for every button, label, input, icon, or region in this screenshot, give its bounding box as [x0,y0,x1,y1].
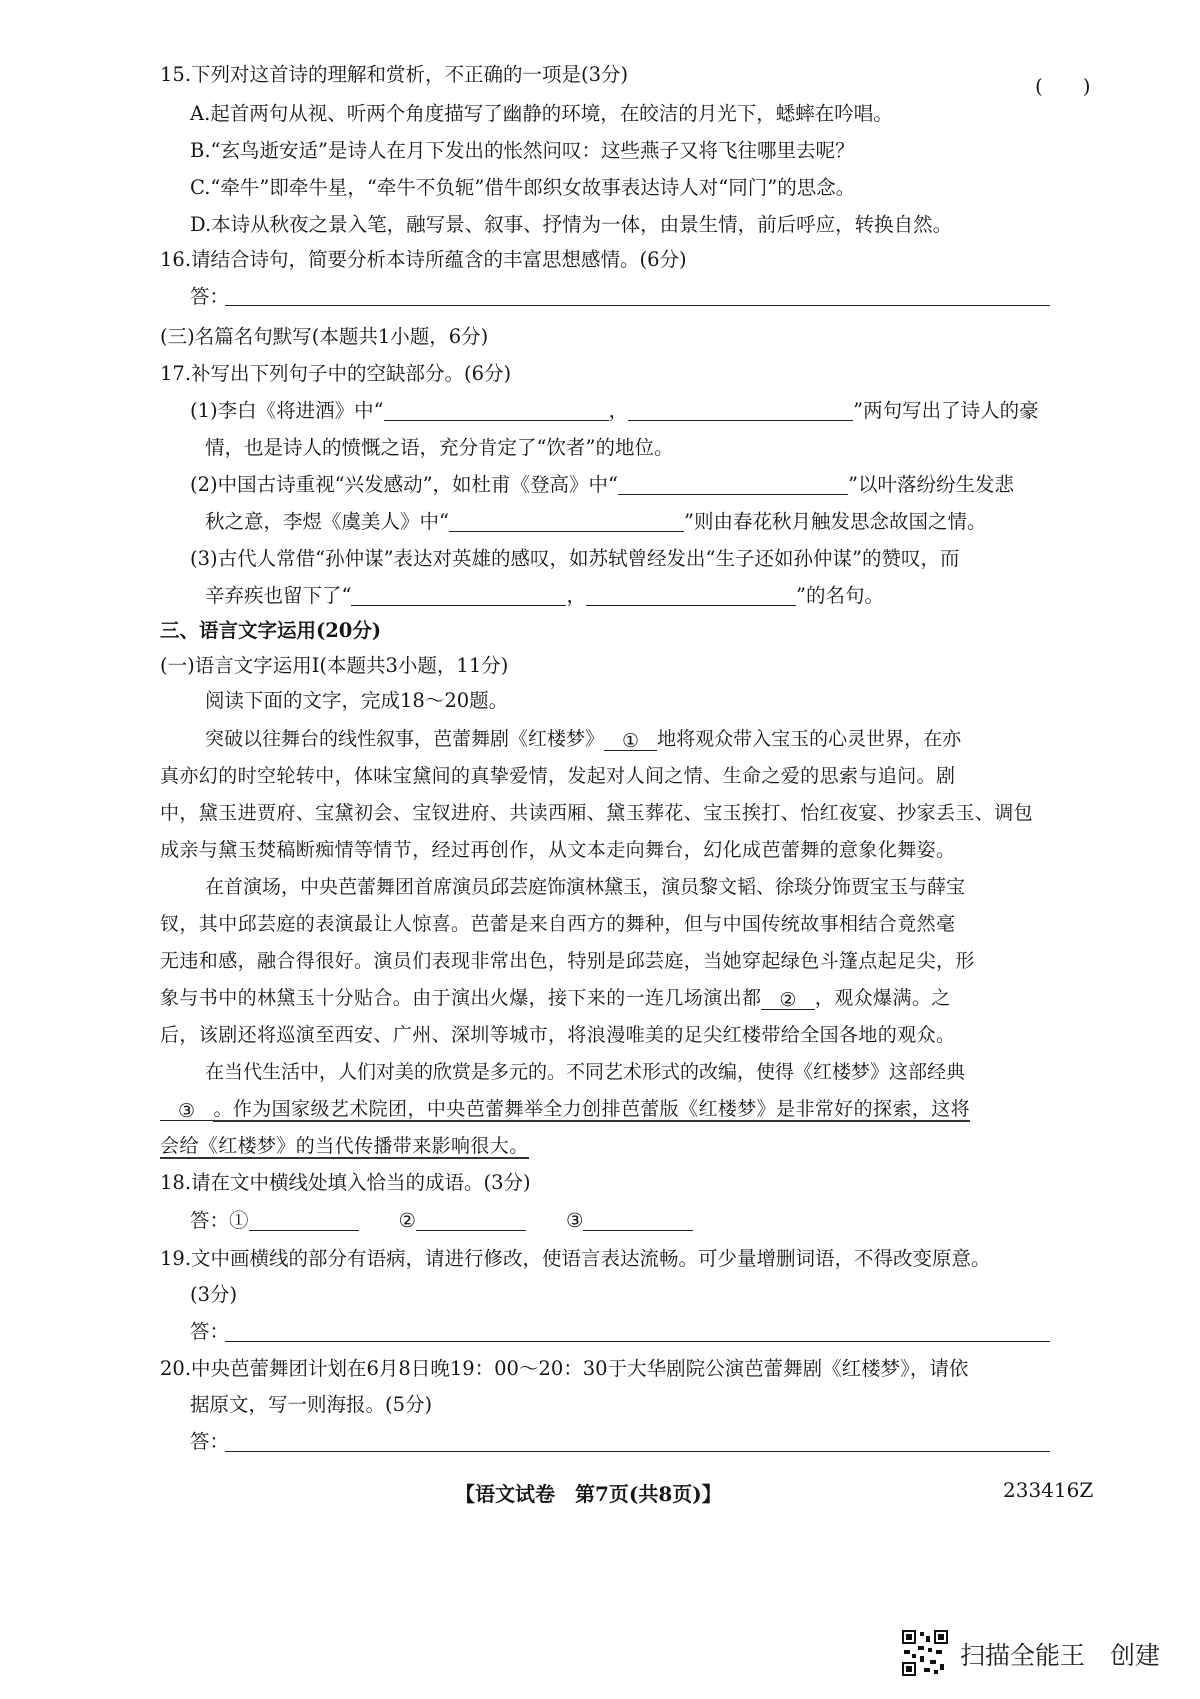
q17-stem: 17.补写出下列句子中的空缺部分。(6分) [160,362,512,385]
q16-answer-line[interactable] [225,305,1050,306]
q15-option-d: D.本诗从秋夜之景入笔，融写景、叙事、抒情为一体，由景生情，前后呼应，转换自然。 [190,213,953,236]
q17-part3-line1: (3)古代人常借“孙仲谋”表达对英雄的感叹，如苏轼曾经发出“生子还如孙仲谋”的赞叹，而 [190,547,960,570]
passage-blank-1[interactable]: ① [604,726,657,751]
watermark-text: 扫描全能王 创建 [960,1641,1161,1670]
q19-answer-label: 答： [190,1320,230,1343]
q17-blank-4[interactable] [449,509,684,532]
section-3-title: (三)名篇名句默写(本题共1小题，6分) [160,325,489,348]
q17-blank-2[interactable] [628,398,853,421]
passage-blank-3[interactable]: ③ [160,1096,213,1121]
passage-line-1: 突破以往舞台的线性叙事，芭蕾舞剧《红楼梦》 ① 地将观众带入宝玉的心灵世界，在亦 [205,728,962,752]
q20-stem-line-1: 20.中央芭蕾舞团计划在6月8日晚19：00～20：30于大华剧院公演芭蕾舞剧《红楼梦》，请依 [160,1357,969,1380]
passage-line-2: 真亦幻的时空轮转中，体味宝黛间的真挚爱情，发起对人间之情、生命之爱的思索与追问。剧 [160,765,956,787]
q17-part1-line1: (1)李白《将进酒》中“ ， ”两句写出了诗人的豪 [190,399,1039,422]
q17-blank-5[interactable] [351,583,566,606]
exam-code: 233416Z [1003,1478,1094,1502]
q17-blank-3[interactable] [618,472,848,495]
q17-blank-1[interactable] [384,398,609,421]
q17-part2-line1: (2)中国古诗重视“兴发感动”，如杜甫《登高》中“ ”以叶落纷纷生发悲 [190,473,1015,496]
passage-error-sentence: 会给《红楼梦》的当代传播带来影响很大。 [160,1135,529,1157]
scanner-watermark [900,1626,1196,1680]
passage-line-7: 无违和感，融合得很好。演员们表现非常出色，特别是邱芸庭，当她穿起绿色斗篷点起足尖，形 [160,950,975,972]
q17-part2-line2: 秋之意，李煜《虞美人》中“ ”则由春花秋月触发思念故国之情。 [205,510,987,533]
passage-line-10: 在当代生活中，人们对美的欣赏是多元的。不同艺术形式的改编，使得《红楼梦》这部经典 [205,1061,966,1083]
q16-answer-label: 答： [190,285,230,308]
q18-stem: 18.请在文中横线处填入恰当的成语。(3分) [160,1171,531,1194]
passage-intro: 阅读下面的文字，完成18～20题。 [205,689,509,712]
q20-answer-label: 答： [190,1430,230,1453]
q15-answer-paren: ( ) [1035,74,1091,98]
passage-line-5: 在首演场，中央芭蕾舞团首席演员邱芸庭饰演林黛玉，演员黎文韬、徐琰分饰贾宝玉与薛宝 [205,876,966,898]
part-3-title: 三、语言文字运用(20分) [160,619,382,642]
q17-part3-line2: 辛弃疾也留下了“ ， ”的名句。 [205,584,884,607]
q15-option-a: A.起首两句从视、听两个角度描写了幽静的环境，在皎洁的月光下，蟋蟀在吟唱。 [190,102,893,125]
q15-option-c: C.“牵牛”即牵牛星，“牵牛不负轭”借牛郎织女故事表达诗人对“同门”的思念。 [190,176,856,199]
q20-answer-line[interactable] [225,1451,1050,1452]
passage-line-12 [160,1131,529,1161]
q15-stem: 15.下列对这首诗的理解和赏析，不正确的一项是(3分) [160,63,629,86]
q18-answer-row: 答：① ② ③ [190,1206,693,1236]
passage-line-4: 成亲与黛玉焚稿断痴情等情节，经过再创作，从文本走向舞台，幻化成芭蕾舞的意象化舞姿。 [160,839,956,861]
passage-line-9: 后，该剧还将巡演至西安、广州、深圳等城市，将浪漫唯美的足尖红楼带给全国各地的观众。 [160,1024,956,1046]
passage-blank-2[interactable]: ② [761,985,814,1010]
q18-answer-blank-1[interactable] [249,1208,359,1231]
q15-option-b: B.“玄鸟逝安适”是诗人在月下发出的怅然问叹：这些燕子又将飞往哪里去呢？ [190,139,855,162]
part-3-subsection-title: (一)语言文字运用Ⅰ(本题共3小题，11分) [160,654,509,677]
passage-line-6: 钗，其中邱芸庭的表演最让人惊喜。芭蕾是来自西方的舞种，但与中国传统故事相结合竟然毫 [160,913,956,935]
q17-blank-6[interactable] [586,583,796,606]
passage-line-3: 中，黛玉进贾府、宝黛初会、宝钗进府、共读西厢、黛玉葬花、宝玉挨打、怡红夜宴、抄家丢玉、调包 [160,802,1034,824]
q19-answer-line[interactable] [225,1341,1050,1342]
q16-stem: 16.请结合诗句，简要分析本诗所蕴含的丰富思想感情。(6分) [160,248,687,271]
q20-stem-line-2: 据原文，写一则海报。(5分) [190,1393,433,1416]
q19-stem: 19.文中画横线的部分有语病，请进行修改，使语言表达流畅。可少量增删词语，不得改变原意。 [160,1247,991,1270]
q18-answer-blank-2[interactable] [416,1208,526,1231]
q17-part1-line2: 情，也是诗人的愤慨之语，充分肯定了“饮者”的地位。 [205,436,674,459]
q19-score: (3分) [190,1283,238,1306]
passage-line-11: ③ 。作为国家级艺术院团，中央芭蕾舞举全力创排芭蕾版《红楼梦》是非常好的探索，这将 [160,1094,970,1124]
qr-code-icon [900,1628,950,1678]
passage-line-8: 象与书中的林黛玉十分贴合。由于演出火爆，接下来的一连几场演出都 ② ，观众爆满。之 [160,987,951,1011]
page-footer: 【语文试卷 第7页(共8页)】 [455,1482,722,1506]
q18-answer-blank-3[interactable] [583,1208,693,1231]
